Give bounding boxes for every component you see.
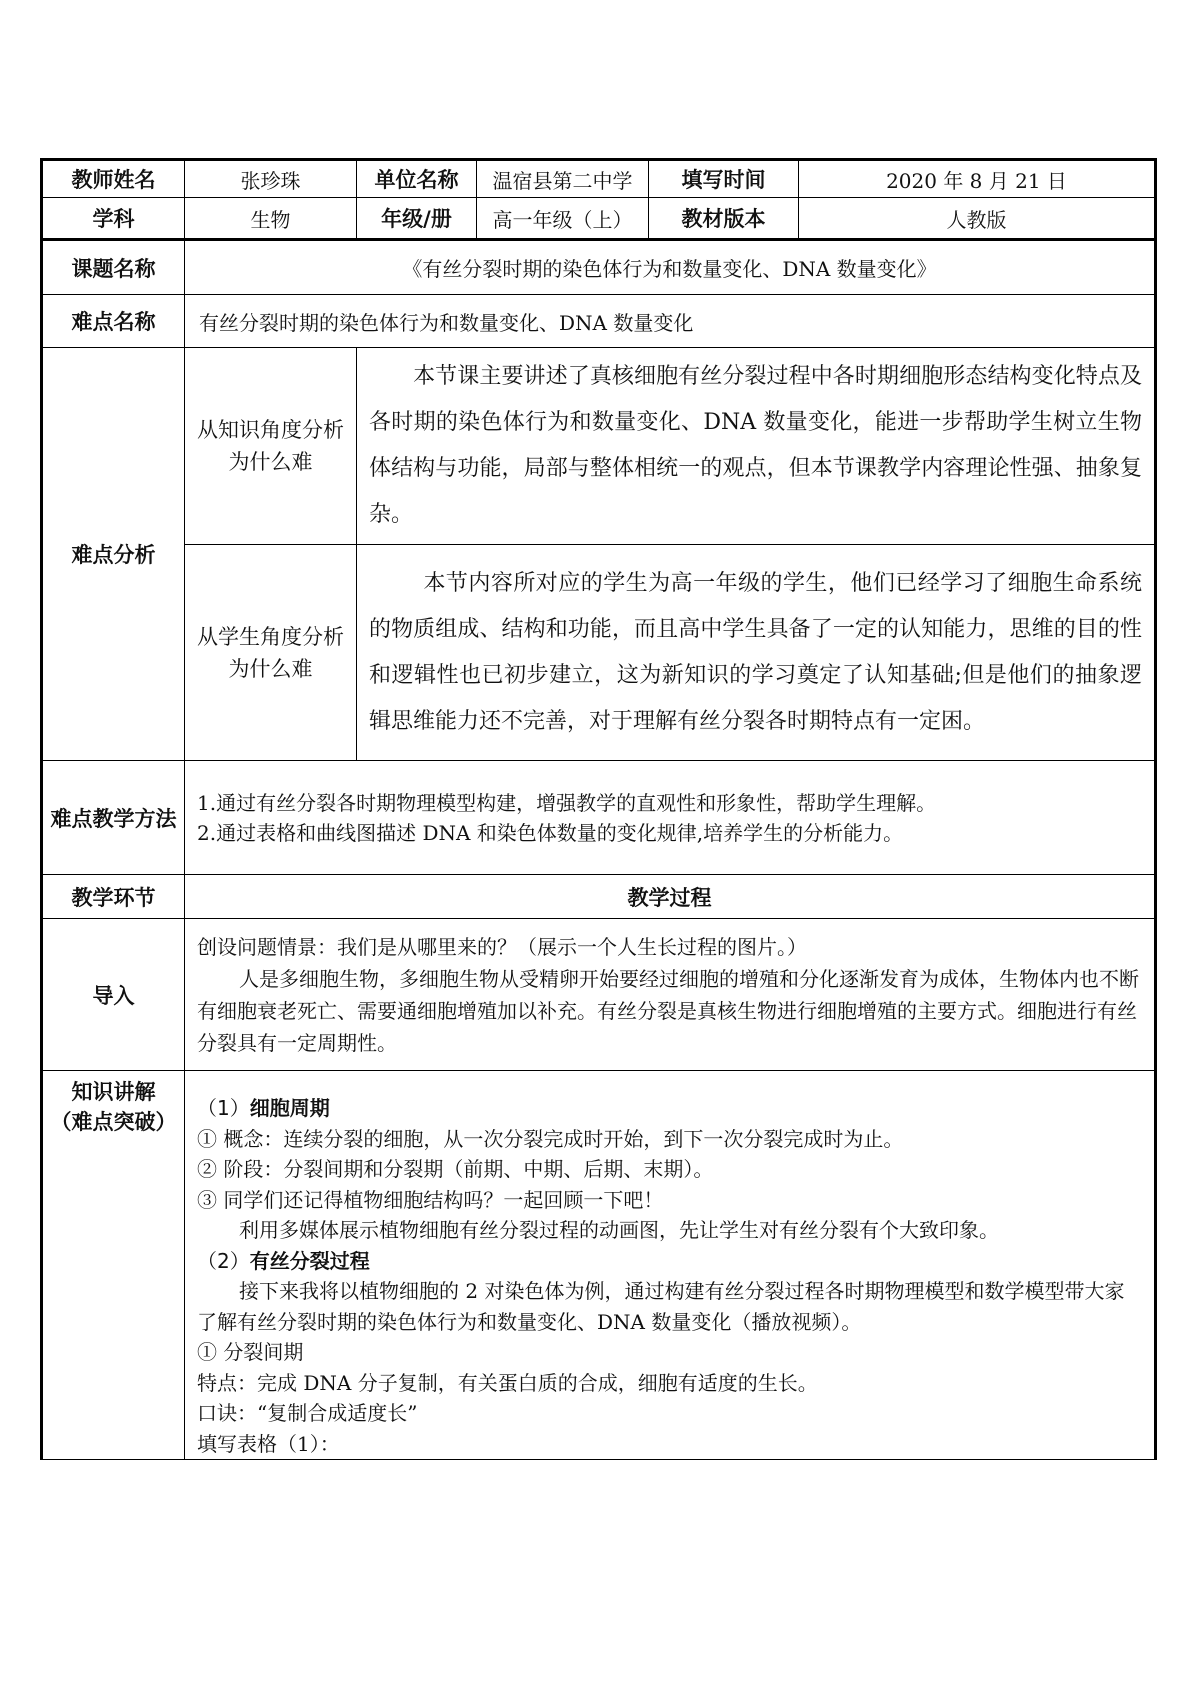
grade-value: 高一年级（上） xyxy=(477,198,649,240)
fill-table-line: 填写表格（1）： xyxy=(197,1431,340,1456)
intro-paragraph xyxy=(197,963,1142,1059)
section-1-prefix: （1） xyxy=(197,1096,250,1120)
multimedia-text: 利用多媒体展示植物细胞有丝分裂过程的动画图，先让学生对有丝分裂有个大致印象。 xyxy=(239,1218,999,1242)
teaching-process-header: 教学过程 xyxy=(185,875,1156,919)
student-angle-label xyxy=(185,545,357,761)
subject-value: 生物 xyxy=(185,198,357,240)
knowledge-label-line1: 知识讲解 xyxy=(71,1080,156,1104)
section-2-prefix: （2） xyxy=(197,1248,250,1273)
mitosis-paragraph-text: 接下来我将以植物细胞的 2 对染色体为例，通过构建有丝分裂过程各时期物理模型和数学模型带大家了解有丝分裂时期的染色体行为和数量变化、DNA 数量变化（播放视频）。 xyxy=(197,1279,1125,1334)
knowledge-angle-label xyxy=(185,348,357,545)
grade-label: 年级/册 xyxy=(357,198,477,240)
multimedia-line xyxy=(197,1215,1142,1246)
mnemonic-line: 口诀：“复制合成适度长” xyxy=(197,1401,418,1425)
subject-label: 学科 xyxy=(42,198,185,240)
review-line: ③ 同学们还记得植物细胞结构吗？一起回顾一下吧！ xyxy=(197,1187,664,1212)
mitosis-paragraph xyxy=(197,1276,1142,1337)
knowledge-angle-label-line2: 为什么难 xyxy=(228,450,313,474)
method-line-1: 1.通过有丝分裂各时期物理模型构建，增强教学的直观性和形象性，帮助学生理解。 xyxy=(197,790,937,815)
fill-date-label: 填写时间 xyxy=(649,160,799,198)
knowledge-angle-text xyxy=(357,348,1156,545)
interphase-line: ① 分裂间期 xyxy=(197,1340,304,1364)
analysis-label: 难点分析 xyxy=(42,348,185,761)
teaching-stage-header: 教学环节 xyxy=(42,875,185,919)
difficulty-label: 难点名称 xyxy=(42,295,185,348)
stage-line: ② 阶段：分裂间期和分裂期（前期、中期、后期、末期）。 xyxy=(197,1157,714,1181)
intro-paragraph-text: 人是多细胞生物，多细胞生物从受精卵开始要经过细胞的增殖和分化逐渐发育为成体，生物体内也不断有细胞衰老死亡、需要通细胞增殖加以补充。有丝分裂是真核生物进行细胞增殖的主要方式。细胞进行有丝分裂具有一定周期性。 xyxy=(197,966,1139,1055)
student-angle-label-line1: 从学生角度分析 xyxy=(197,624,344,649)
topic-value: 《有丝分裂时期的染色体行为和数量变化、DNA 数量变化》 xyxy=(185,240,1156,295)
teacher-name-value: 张珍珠 xyxy=(185,160,357,198)
knowledge-label-line2: （难点突破） xyxy=(50,1110,177,1134)
interphase-feature-line: 特点：完成 DNA 分子复制，有关蛋白质的合成，细胞有适度的生长。 xyxy=(197,1370,818,1395)
section-1-title: 细胞周期 xyxy=(249,1096,330,1120)
knowledge-angle-label-line1: 从知识角度分析 xyxy=(197,418,344,442)
section-mitosis-heading xyxy=(197,1246,1142,1277)
unit-name-value: 温宿县第二中学 xyxy=(477,160,649,198)
concept-line: ① 概念：连续分裂的细胞，从一次分裂完成时开始，到下一次分裂完成时为止。 xyxy=(197,1126,904,1151)
difficulty-value: 有丝分裂时期的染色体行为和数量变化、DNA 数量变化 xyxy=(185,295,1156,348)
student-angle-label-line2: 为什么难 xyxy=(228,656,313,681)
knowledge-angle-paragraph: 本节课主要讲述了真核细胞有丝分裂过程中各时期细胞形态结构变化特点及各时期的染色体行为和数量变化、DNA 数量变化，能进一步帮助学生树立生物体结构与功能，局部与整体相统一的观点，但本节课教学内容理论性强、抽象复杂。 xyxy=(369,364,1142,527)
textbook-label: 教材版本 xyxy=(649,198,799,240)
intro-label: 导入 xyxy=(42,919,185,1071)
topic-label: 课题名称 xyxy=(42,240,185,295)
knowledge-content xyxy=(185,1071,1156,1460)
student-angle-text xyxy=(357,545,1156,761)
textbook-value: 人教版 xyxy=(799,198,1156,240)
student-angle-paragraph: 本节内容所对应的学生为高一年级的学生，他们已经学习了细胞生命系统的物质组成、结构和功能，而且高中学生具备了一定的认知能力，思维的目的性和逻辑性也已初步建立，这为新知识的学习奠定了认知基础;但是他们的抽象逻辑思维能力还不完善，对于理解有丝分裂各时期特点有一定困。 xyxy=(369,570,1142,734)
intro-content xyxy=(185,919,1156,1071)
section-2-title: 有丝分裂过程 xyxy=(249,1248,370,1273)
unit-name-label: 单位名称 xyxy=(357,160,477,198)
method-content xyxy=(185,761,1156,875)
method-label: 难点教学方法 xyxy=(42,761,185,875)
section-cell-cycle-heading xyxy=(197,1093,1142,1124)
lesson-plan-table xyxy=(40,158,1157,1460)
knowledge-label xyxy=(42,1071,185,1460)
intro-question: 创设问题情景：我们是从哪里来的？（展示一个人生长过程的图片。） xyxy=(197,934,807,959)
method-line-2: 2.通过表格和曲线图描述 DNA 和染色体数量的变化规律,培养学生的分析能力。 xyxy=(197,820,904,845)
fill-date-value: 2020 年 8 月 21 日 xyxy=(799,160,1156,198)
teacher-name-label: 教师姓名 xyxy=(42,160,185,198)
lesson-plan-sheet xyxy=(40,158,1154,1460)
